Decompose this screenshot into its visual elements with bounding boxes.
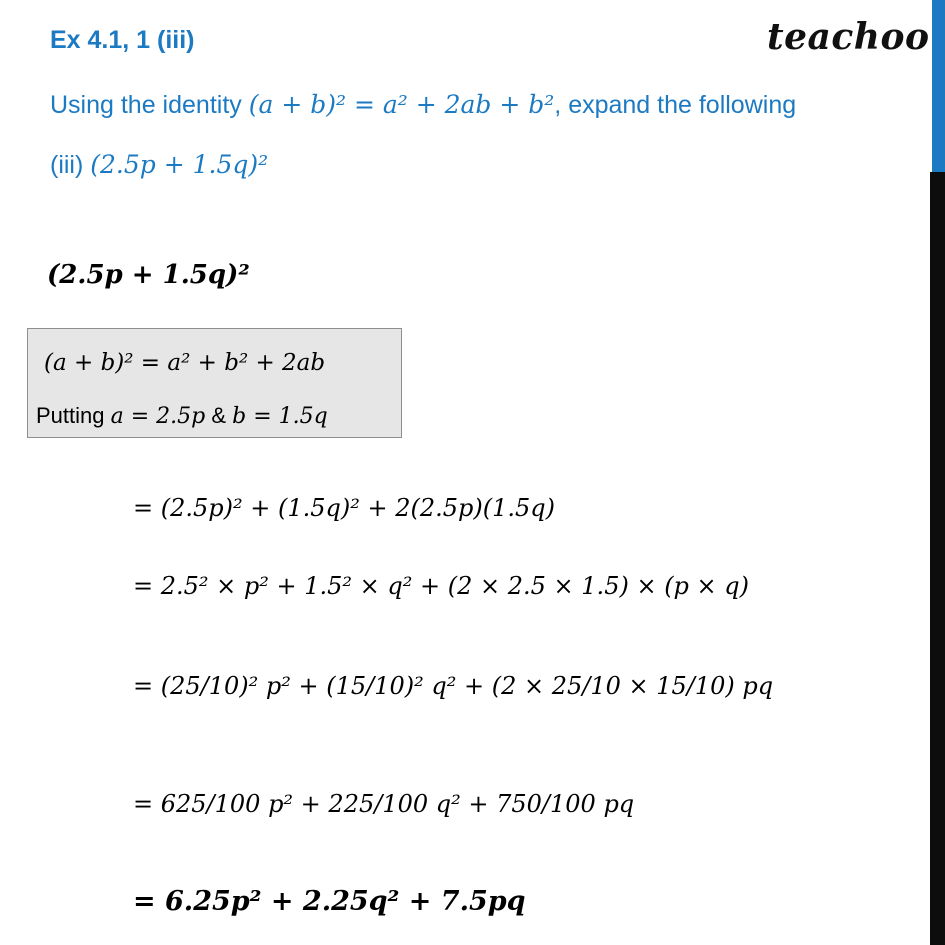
solution-step-1: = (2.5p)² + (1.5q)² + 2(2.5p)(1.5q) xyxy=(133,494,556,522)
question-text xyxy=(50,90,796,120)
putting-a: a = 2.5p xyxy=(110,404,206,429)
scrollbar-thumb[interactable] xyxy=(932,0,945,172)
box-identity: (a + b)² = a² + b² + 2ab xyxy=(44,350,326,376)
question-prefix: Using the identity xyxy=(50,91,249,119)
putting-and: & xyxy=(205,403,233,428)
question-identity: (a + b)² = a² + 2ab + b² xyxy=(248,90,555,119)
solution-step-4: = 625/100 p² + 225/100 q² + 750/100 pq xyxy=(133,790,635,818)
putting-b: b = 1.5q xyxy=(232,404,328,429)
putting-label: Putting xyxy=(36,403,111,428)
question-suffix: , expand the following xyxy=(554,91,797,119)
question-part xyxy=(50,150,268,180)
teachoo-logo: teachoo xyxy=(767,16,930,58)
box-putting xyxy=(36,403,328,429)
solution-step-2: = 2.5² × p² + 1.5² × q² + (2 × 2.5 × 1.5) × (p × q) xyxy=(133,572,750,600)
solution-heading: (2.5p + 1.5q)² xyxy=(47,260,250,290)
part-expression: (2.5p + 1.5q)² xyxy=(90,150,269,179)
exercise-label: Ex 4.1, 1 (iii) xyxy=(50,26,195,54)
part-label: (iii) xyxy=(50,151,91,179)
solution-final-answer: = 6.25p² + 2.25q² + 7.5pq xyxy=(133,886,526,917)
solution-step-3: = (25/10)² p² + (15/10)² q² + (2 × 25/10 × 15/10) pq xyxy=(133,672,774,700)
